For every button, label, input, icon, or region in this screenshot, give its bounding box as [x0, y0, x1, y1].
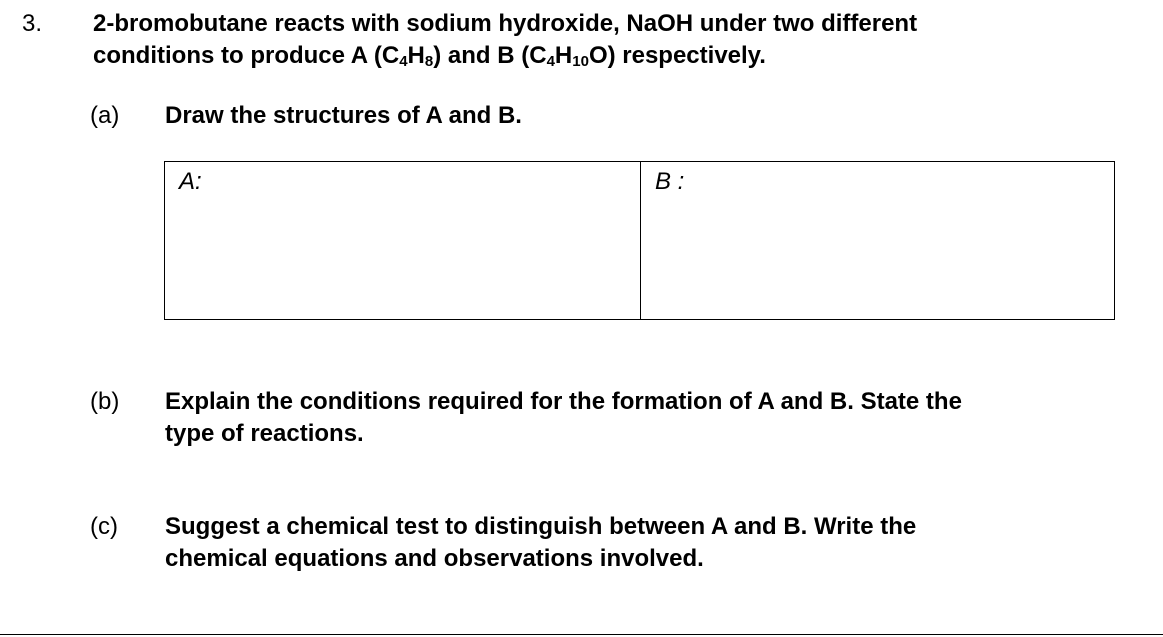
- part-b-label: (b): [90, 388, 120, 415]
- formula-b-subscript-h: 10: [572, 53, 589, 70]
- part-a-label: (a): [90, 102, 120, 129]
- answer-cell-a[interactable]: [165, 162, 641, 319]
- part-b-text: [165, 386, 1155, 450]
- formula-b-subscript-c: 4: [546, 53, 555, 70]
- part-c-line-2: chemical equations and observations involved.: [165, 545, 704, 572]
- answer-cell-b-label: B :: [655, 168, 685, 195]
- question-stem: [93, 8, 1133, 72]
- stem-line-2-post: O) respectively.: [588, 42, 766, 69]
- stem-line-2-mid1: H: [407, 42, 425, 69]
- part-a-text: Draw the structures of A and B.: [165, 102, 522, 129]
- question-number: 3.: [22, 10, 43, 37]
- part-c-line-1: Suggest a chemical test to distinguish between A and B. Write the: [165, 513, 917, 540]
- part-c-text: [165, 511, 1155, 575]
- stem-line-1: 2-bromobutane reacts with sodium hydroxide, NaOH under two different: [93, 10, 918, 37]
- formula-a-subscript-c: 4: [399, 53, 408, 70]
- answer-table: [164, 161, 1115, 320]
- stem-line-2: [93, 40, 1133, 72]
- stem-line-2-mid2: ) and B (C: [433, 42, 547, 69]
- stem-line-2-mid3: H: [554, 42, 573, 69]
- stem-line-2-pre: conditions to produce A (C: [93, 42, 400, 69]
- bottom-divider: [0, 634, 1163, 635]
- part-c-label: (c): [90, 513, 118, 540]
- part-b-line-1: Explain the conditions required for the formation of A and B. State the: [165, 388, 962, 415]
- formula-a-subscript-h: 8: [424, 53, 434, 70]
- answer-cell-b[interactable]: [641, 162, 1114, 319]
- answer-cell-a-label: A:: [179, 168, 202, 195]
- part-b-line-2: type of reactions.: [165, 420, 364, 447]
